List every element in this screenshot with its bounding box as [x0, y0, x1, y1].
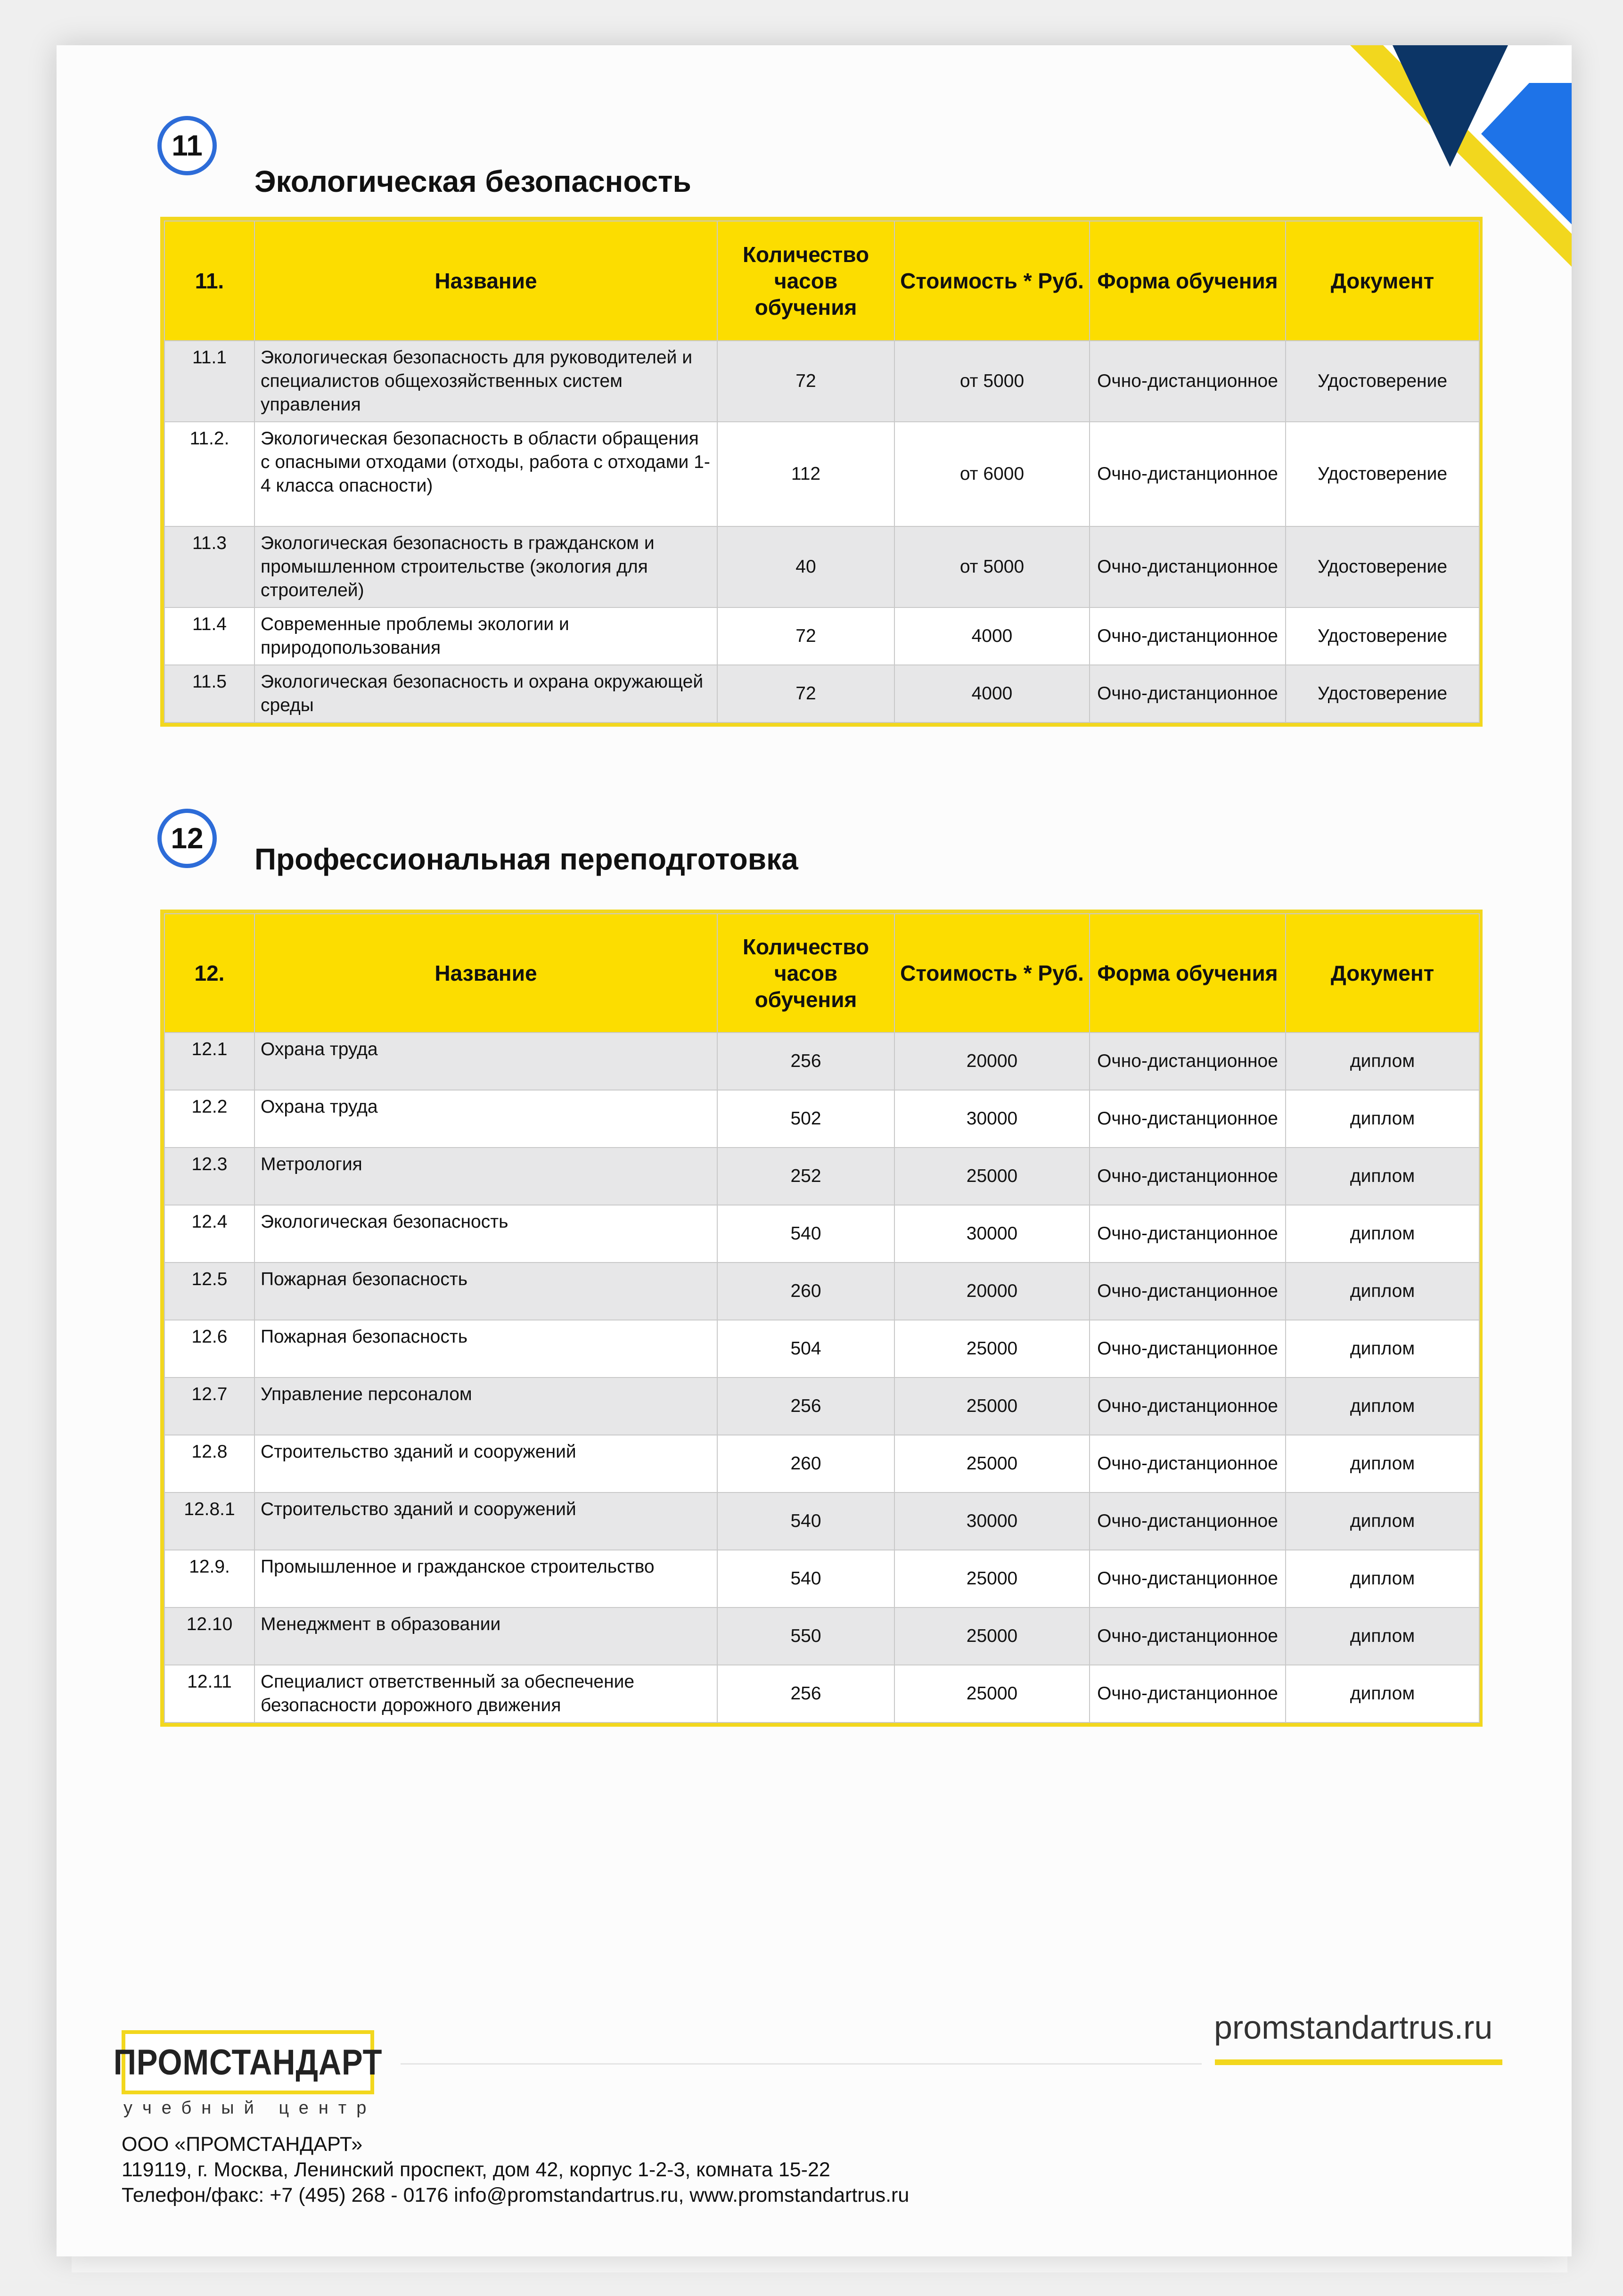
section-title: Экологическая безопасность	[254, 164, 691, 198]
table-row	[164, 1205, 1479, 1263]
cell-name: Метрология	[254, 1148, 717, 1205]
cell-form: Очно-дистанционное	[1090, 526, 1286, 607]
cell-hours: 252	[717, 1148, 894, 1205]
header-doc: Документ	[1286, 221, 1479, 341]
table-row	[164, 1492, 1479, 1550]
table-row	[164, 1378, 1479, 1435]
section-number-badge: 12	[157, 809, 217, 868]
cell-hours: 540	[717, 1205, 894, 1263]
cell-num: 12.5	[164, 1263, 254, 1320]
table-row	[164, 341, 1479, 422]
courses-table	[160, 910, 1483, 1727]
table-row	[164, 1665, 1479, 1722]
cell-price: 20000	[894, 1033, 1090, 1090]
header-doc: Документ	[1286, 914, 1479, 1033]
cell-hours: 260	[717, 1263, 894, 1320]
cell-price: 25000	[894, 1320, 1090, 1378]
courses-table	[160, 217, 1483, 727]
cell-doc: Удостоверение	[1286, 607, 1479, 665]
cell-price: 25000	[894, 1665, 1090, 1722]
cell-name: Промышленное и гражданское строительство	[254, 1550, 717, 1607]
header-price: Стоимость * Руб.	[894, 914, 1090, 1033]
header-hours: Количество часов обучения	[717, 914, 894, 1033]
table-row	[164, 1550, 1479, 1607]
logo-tagline: учебный центр	[123, 2098, 377, 2118]
cell-price: 25000	[894, 1550, 1090, 1607]
cell-form: Очно-дистанционное	[1090, 1550, 1286, 1607]
cell-price: 25000	[894, 1378, 1090, 1435]
cell-hours: 502	[717, 1090, 894, 1148]
cell-price: 30000	[894, 1090, 1090, 1148]
cell-form: Очно-дистанционное	[1090, 1607, 1286, 1665]
cell-doc: диплом	[1286, 1263, 1479, 1320]
cell-hours: 256	[717, 1378, 894, 1435]
cell-hours: 550	[717, 1607, 894, 1665]
cell-price: от 6000	[894, 422, 1090, 526]
cell-name: Специалист ответственный за обеспечение безопасности дорожного движения	[254, 1665, 717, 1722]
cell-num: 12.2	[164, 1090, 254, 1148]
cell-num: 12.9.	[164, 1550, 254, 1607]
company-contacts: Телефон/факс: +7 (495) 268 - 0176 info@promstandartrus.ru, www.promstandartrus.ru	[122, 2184, 910, 2206]
table-row	[164, 1263, 1479, 1320]
table	[164, 221, 1480, 723]
cell-form: Очно-дистанционное	[1090, 1033, 1286, 1090]
cell-doc: диплом	[1286, 1148, 1479, 1205]
cell-doc: диплом	[1286, 1492, 1479, 1550]
cell-name: Строительство зданий и сооружений	[254, 1492, 717, 1550]
table-row	[164, 607, 1479, 665]
company-name: ООО «ПРОМСТАНДАРТ»	[122, 2133, 363, 2156]
cell-form: Очно-дистанционное	[1090, 1263, 1286, 1320]
cell-form: Очно-дистанционное	[1090, 1205, 1286, 1263]
cell-hours: 260	[717, 1435, 894, 1492]
table-row	[164, 665, 1479, 722]
cell-name: Экологическая безопасность в области обращения с опасными отходами (отходы, работа с отходами 1-4 класса опасности)	[254, 422, 717, 526]
cell-num: 12.11	[164, 1665, 254, 1722]
table-row	[164, 1148, 1479, 1205]
cell-num: 12.7	[164, 1378, 254, 1435]
cell-form: Очно-дистанционное	[1090, 1320, 1286, 1378]
logo-name: ПРОМСТАНДАРТ	[113, 2042, 383, 2083]
cell-num: 12.1	[164, 1033, 254, 1090]
table-row	[164, 1033, 1479, 1090]
cell-doc: диплом	[1286, 1378, 1479, 1435]
cell-form: Очно-дистанционное	[1090, 422, 1286, 526]
cell-price: 4000	[894, 665, 1090, 722]
cell-doc: диплом	[1286, 1550, 1479, 1607]
cell-num: 12.8.1	[164, 1492, 254, 1550]
cell-doc: диплом	[1286, 1320, 1479, 1378]
cell-num: 11.3	[164, 526, 254, 607]
cell-doc: диплом	[1286, 1033, 1479, 1090]
cell-name: Охрана труда	[254, 1090, 717, 1148]
cell-price: от 5000	[894, 526, 1090, 607]
header-hours: Количество часов обучения	[717, 221, 894, 341]
header-name: Название	[254, 221, 717, 341]
cell-name: Пожарная безопасность	[254, 1263, 717, 1320]
cell-hours: 40	[717, 526, 894, 607]
cell-form: Очно-дистанционное	[1090, 1492, 1286, 1550]
cell-price: от 5000	[894, 341, 1090, 422]
cell-form: Очно-дистанционное	[1090, 341, 1286, 422]
table-row	[164, 1607, 1479, 1665]
cell-hours: 256	[717, 1033, 894, 1090]
table-row	[164, 422, 1479, 526]
cell-doc: диплом	[1286, 1665, 1479, 1722]
table-header-row	[164, 914, 1479, 1033]
cell-hours: 540	[717, 1492, 894, 1550]
cell-doc: Удостоверение	[1286, 341, 1479, 422]
cell-price: 25000	[894, 1148, 1090, 1205]
header-form: Форма обучения	[1090, 914, 1286, 1033]
cell-num: 11.5	[164, 665, 254, 722]
table-header-row	[164, 221, 1479, 341]
cell-form: Очно-дистанционное	[1090, 1665, 1286, 1722]
table-row	[164, 1090, 1479, 1148]
cell-price: 20000	[894, 1263, 1090, 1320]
cell-doc: диплом	[1286, 1090, 1479, 1148]
header-name: Название	[254, 914, 717, 1033]
website-underline	[1215, 2059, 1502, 2065]
section-title: Профессиональная переподготовка	[254, 842, 798, 876]
cell-form: Очно-дистанционное	[1090, 607, 1286, 665]
header-num: 12.	[164, 914, 254, 1033]
header-num: 11.	[164, 221, 254, 341]
cell-price: 4000	[894, 607, 1090, 665]
cell-num: 12.6	[164, 1320, 254, 1378]
cell-price: 30000	[894, 1205, 1090, 1263]
footer-divider	[401, 2063, 1202, 2065]
cell-form: Очно-дистанционное	[1090, 1435, 1286, 1492]
cell-form: Очно-дистанционное	[1090, 1378, 1286, 1435]
cell-hours: 256	[717, 1665, 894, 1722]
cell-name: Пожарная безопасность	[254, 1320, 717, 1378]
cell-form: Очно-дистанционное	[1090, 665, 1286, 722]
cell-hours: 112	[717, 422, 894, 526]
cell-doc: диплом	[1286, 1205, 1479, 1263]
cell-num: 12.8	[164, 1435, 254, 1492]
cell-price: 30000	[894, 1492, 1090, 1550]
cell-doc: Удостоверение	[1286, 526, 1479, 607]
header-form: Форма обучения	[1090, 221, 1286, 341]
header-price: Стоимость * Руб.	[894, 221, 1090, 341]
cell-hours: 72	[717, 665, 894, 722]
cell-num: 12.10	[164, 1607, 254, 1665]
section-number-badge: 11	[157, 116, 217, 175]
cell-hours: 504	[717, 1320, 894, 1378]
cell-name: Экологическая безопасность для руководителей и специалистов общехозяйственных систем управления	[254, 341, 717, 422]
table	[164, 913, 1480, 1723]
table-row	[164, 1435, 1479, 1492]
cell-num: 11.4	[164, 607, 254, 665]
cell-num: 12.4	[164, 1205, 254, 1263]
cell-doc: Удостоверение	[1286, 665, 1479, 722]
cell-form: Очно-дистанционное	[1090, 1090, 1286, 1148]
cell-doc: Удостоверение	[1286, 422, 1479, 526]
cell-name: Управление персоналом	[254, 1378, 717, 1435]
cell-name: Современные проблемы экологии и природопользования	[254, 607, 717, 665]
company-address: 119119, г. Москва, Ленинский проспект, дом 42, корпус 1-2-3, комната 15-22	[122, 2158, 830, 2181]
cell-form: Очно-дистанционное	[1090, 1148, 1286, 1205]
table-row	[164, 526, 1479, 607]
cell-name: Охрана труда	[254, 1033, 717, 1090]
cell-price: 25000	[894, 1435, 1090, 1492]
cell-hours: 540	[717, 1550, 894, 1607]
cell-num: 12.3	[164, 1148, 254, 1205]
website-link[interactable]: promstandartrus.ru	[1214, 2009, 1493, 2046]
cell-price: 25000	[894, 1607, 1090, 1665]
cell-doc: диплом	[1286, 1435, 1479, 1492]
cell-name: Экологическая безопасность в гражданском и промышленном строительстве (экология для строителей)	[254, 526, 717, 607]
table-row	[164, 1320, 1479, 1378]
cell-name: Строительство зданий и сооружений	[254, 1435, 717, 1492]
cell-num: 11.1	[164, 341, 254, 422]
company-logo	[113, 2030, 383, 2094]
cell-hours: 72	[717, 607, 894, 665]
cell-doc: диплом	[1286, 1607, 1479, 1665]
cell-name: Экологическая безопасность	[254, 1205, 717, 1263]
cell-hours: 72	[717, 341, 894, 422]
cell-name: Экологическая безопасность и охрана окружающей среды	[254, 665, 717, 722]
cell-name: Менеджмент в образовании	[254, 1607, 717, 1665]
cell-num: 11.2.	[164, 422, 254, 526]
